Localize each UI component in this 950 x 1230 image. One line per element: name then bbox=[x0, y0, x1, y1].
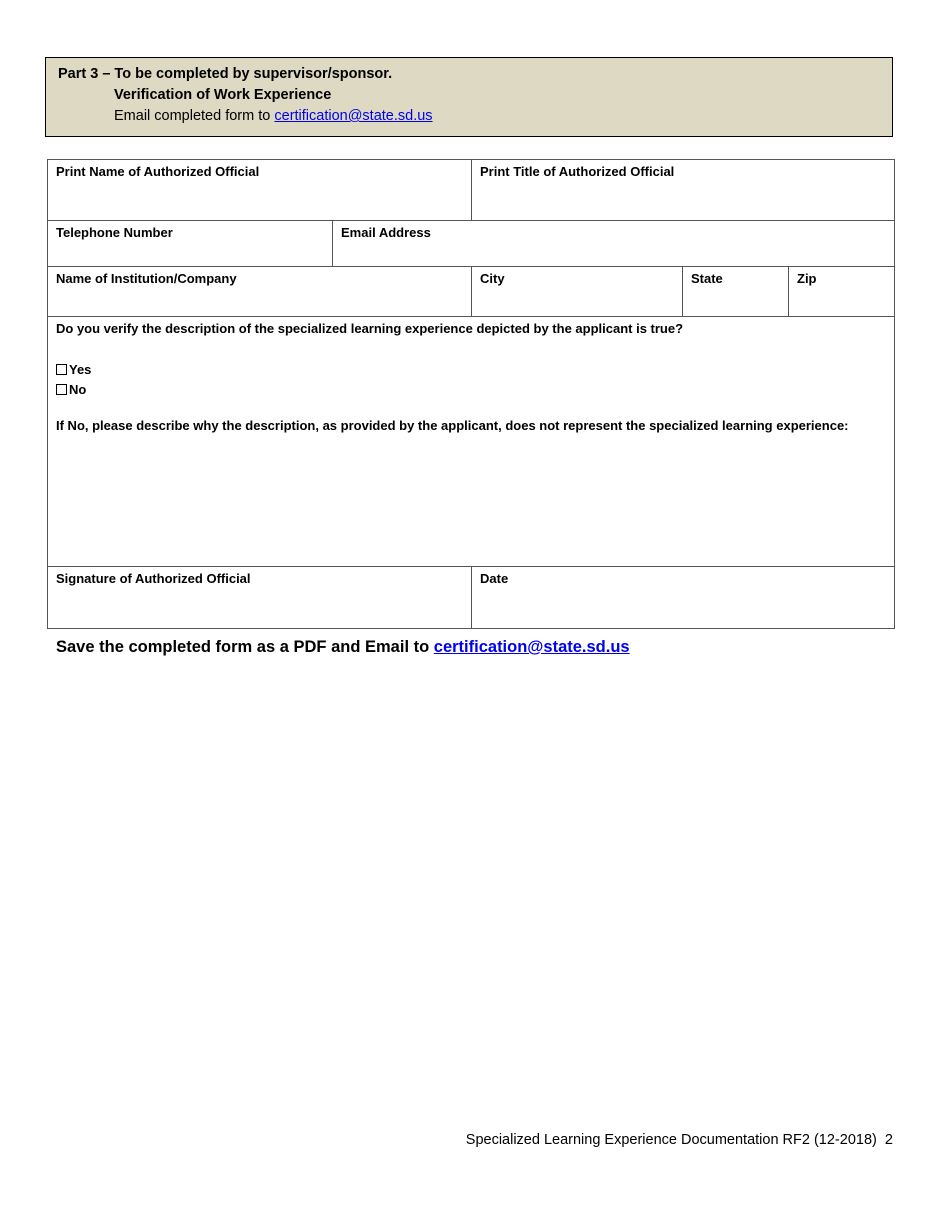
official-title-label: Print Title of Authorized Official bbox=[480, 164, 675, 179]
email-label: Email Address bbox=[341, 225, 431, 240]
email-cell[interactable] bbox=[332, 220, 895, 267]
verification-section bbox=[47, 316, 895, 567]
state-cell[interactable] bbox=[682, 266, 789, 317]
date-cell[interactable] bbox=[471, 566, 895, 629]
if-no-explanation-field[interactable] bbox=[56, 434, 886, 544]
page-footer bbox=[466, 1132, 893, 1148]
save-instruction-text: Save the completed form as a PDF and Email to bbox=[56, 638, 434, 656]
telephone-cell[interactable] bbox=[47, 220, 333, 267]
date-label: Date bbox=[480, 571, 509, 586]
official-name-cell[interactable] bbox=[47, 159, 472, 221]
institution-cell[interactable] bbox=[47, 266, 472, 317]
section-subtitle: Verification of Work Experience bbox=[114, 87, 332, 103]
city-cell[interactable] bbox=[471, 266, 683, 317]
email-instruction bbox=[58, 106, 880, 127]
part-title: Part 3 – To be completed by supervisor/sponsor. bbox=[58, 66, 393, 82]
email-prefix: Email completed form to bbox=[114, 108, 275, 124]
telephone-label: Telephone Number bbox=[56, 225, 173, 240]
verify-question: Do you verify the description of the specialized learning experience depicted by the applicant is true? bbox=[56, 321, 684, 336]
document-title: Specialized Learning Experience Documentation RF2 (12-2018) bbox=[465, 1132, 877, 1148]
institution-label: Name of Institution/Company bbox=[56, 271, 237, 286]
yes-checkbox[interactable] bbox=[56, 364, 67, 375]
if-no-prompt: If No, please describe why the description, as provided by the applicant, does not represent the specialized learning experience: bbox=[56, 418, 849, 433]
yes-label: Yes bbox=[69, 361, 92, 377]
city-label: City bbox=[480, 271, 505, 286]
official-title-cell[interactable] bbox=[471, 159, 895, 221]
save-email-link[interactable]: certification@state.sd.us bbox=[433, 638, 630, 656]
signature-label: Signature of Authorized Official bbox=[56, 571, 251, 586]
state-label: State bbox=[691, 271, 723, 286]
zip-cell[interactable] bbox=[788, 266, 895, 317]
zip-label: Zip bbox=[797, 271, 817, 286]
no-option[interactable] bbox=[56, 379, 886, 399]
header-email-link[interactable]: certification@state.sd.us bbox=[274, 108, 433, 124]
no-checkbox[interactable] bbox=[56, 384, 67, 395]
yes-option[interactable] bbox=[56, 359, 886, 379]
page-number: 2 bbox=[884, 1132, 893, 1148]
official-name-label: Print Name of Authorized Official bbox=[56, 164, 260, 179]
part3-header bbox=[45, 57, 893, 137]
save-instruction bbox=[56, 638, 630, 657]
signature-cell[interactable] bbox=[47, 566, 472, 629]
no-label: No bbox=[69, 381, 87, 397]
